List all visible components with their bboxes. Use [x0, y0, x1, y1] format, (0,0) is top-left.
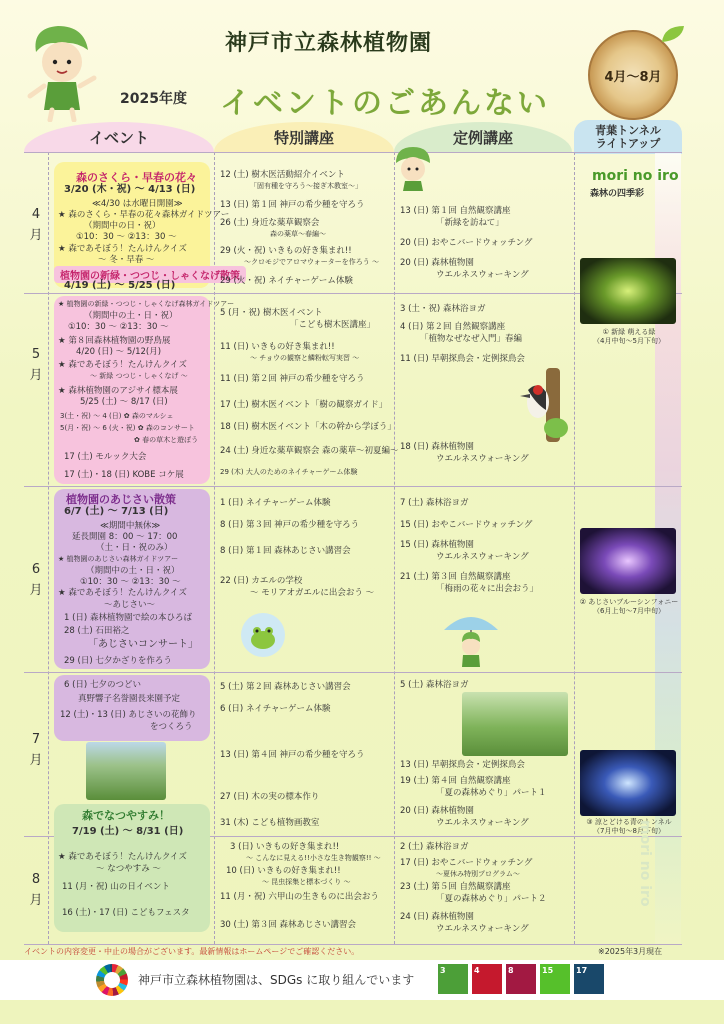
special-item: 12 (土) 樹木医活動紹介イベント: [220, 170, 345, 180]
event-line: （期間中の土・日・祝）: [86, 566, 180, 576]
event-line: 真野響子名誉園長来園予定: [78, 694, 181, 704]
regular-item: ウエルネスウォーキング: [436, 270, 529, 280]
hydrangea-photo: [86, 742, 166, 800]
regular-item: 「梅雨の花々に出会おう」: [436, 584, 539, 594]
col-header-event: イベント: [24, 122, 214, 152]
special-item: 11 (日) いきもの好き集まれ!!: [220, 342, 335, 352]
tunnel-caption-period: （6月上旬～7月中旬）: [593, 606, 665, 615]
regular-item: 17 (日) おやこバードウォッチング: [400, 858, 533, 868]
regular-item: ウエルネスウォーキング: [436, 818, 529, 828]
event-dates: 7/19 (土) ～ 8/31 (日): [72, 826, 184, 837]
special-item: 11 (日) 第２回 神戸の希少種を守ろう: [220, 374, 365, 384]
special-item: 3 (日) いきもの好き集まれ!!: [230, 842, 340, 852]
special-item: ～ こんなに見える!!小さな生き物観察!! ～: [246, 854, 381, 862]
regular-item: 19 (土) 第４回 自然観察講座: [400, 776, 511, 786]
regular-item: 20 (日) 森林植物園: [400, 258, 474, 268]
month-label-may: 5 月: [29, 347, 43, 383]
regular-item: 3 (土・祝) 森林浴ヨガ: [400, 304, 486, 314]
event-line: 延長開園 8：00 ～ 17：00: [72, 532, 178, 542]
col-header-tunnel-line2: ライトアップ: [595, 137, 661, 150]
event-line: 28 (土) 石田裕之: [64, 626, 130, 636]
sdg-goal-3-icon: 3: [438, 964, 468, 994]
event-line: ★ 第８回森林植物園の野鳥展: [58, 336, 171, 346]
event-line: （期間中の土・日・祝）: [84, 311, 178, 321]
special-item: 26 (土) 身近な薬草観察会: [220, 218, 320, 228]
special-item: 17 (土) 樹木医イベント「樹の観察ガイド」: [220, 400, 388, 410]
special-item: 29 (火・祝) ネイチャーゲーム体験: [220, 276, 353, 286]
col-header-special: 特別講座: [214, 122, 394, 152]
special-item: 森の薬草～春編～: [270, 230, 326, 238]
regular-item: 13 (日) 第１回 自然観察講座: [400, 206, 511, 216]
tunnel-caption-title: ③ 涼とどける青のトンネル: [586, 818, 672, 826]
event-dates: 3/20 (木・祝) ～ 4/13 (日): [64, 184, 196, 195]
footer-notice: イベントの内容変更・中止の場合がございます。最新情報はホームページでご確認ください。: [24, 947, 360, 956]
grid-divider: [48, 152, 49, 944]
event-line: ①10：30 ～ ②13：30 ～: [76, 232, 177, 242]
event-line: 3(土・祝) ～ 4 (日) ✿ 森のマルシェ: [60, 412, 174, 420]
special-item: 13 (日) 第１回 神戸の希少種を守ろう: [220, 200, 365, 210]
leaf-icon: [660, 24, 686, 44]
event-line: 17 (土) モルック大会: [64, 452, 147, 462]
tunnel-caption-title: ① 新緑 萌える緑: [602, 328, 656, 336]
event-line: ★ 森であそぼう！たんけんクイズ: [58, 244, 187, 254]
sdg-goal-15-icon: 15: [540, 964, 570, 994]
yoga-photo: [462, 692, 568, 756]
regular-item: 15 (日) 森林植物園: [400, 540, 474, 550]
special-item: ～クロモジでアロマウォーターを作ろう ～: [244, 258, 379, 266]
event-line: ≪4/30 は水曜日開園≫: [92, 199, 183, 209]
month-divider: [24, 672, 682, 673]
event-line: ✿ 春の草木と遊ぼう: [134, 436, 199, 444]
regular-item: 「夏の森林めぐり」パート２: [436, 894, 547, 904]
sdgs-wheel-icon: [96, 964, 128, 996]
sdg-goal-4-icon: 4: [472, 964, 502, 994]
regular-item: 11 (日) 早朝探鳥会・定例探鳥会: [400, 354, 525, 364]
tunnel-photo-green: [580, 258, 676, 324]
event-line: ★ 森であそぼう！たんけんクイズ: [58, 852, 187, 862]
regular-item: 2 (土) 森林浴ヨガ: [400, 842, 469, 852]
regular-item: 「植物なぜなぜ入門」春編: [420, 334, 523, 344]
special-item: 「固有種を守ろう～接ぎ木教室～」: [250, 182, 362, 190]
event-title-ajisai: 植物園のあじさい散策: [66, 493, 176, 506]
regular-item: ウエルネスウォーキング: [436, 454, 529, 464]
event-line: 12 (土)・13 (日) あじさいの花飾り: [60, 710, 197, 720]
event-line: ★ 森であそぼう！たんけんクイズ: [58, 360, 187, 370]
special-item: 8 (日) 第３回 神戸の希少種を守ろう: [220, 520, 360, 530]
regular-item: 「夏の森林めぐり」パート１: [436, 788, 547, 798]
org-title: 神戸市立森林植物園: [225, 31, 433, 56]
special-item: ～ 昆虫採集と標本づくり ～: [262, 878, 351, 886]
special-item: 29 (木) 大人のためのネイチャーゲーム体験: [220, 468, 358, 476]
event-dates: 4/19 (土) ～ 5/25 (日): [64, 280, 176, 291]
regular-item: 20 (日) おやこバードウォッチング: [400, 238, 533, 248]
special-item: 11 (月・祝) 六甲山の生きものに出会おう: [220, 892, 379, 902]
regular-item: ～夏休み特別プログラム～: [436, 870, 520, 878]
special-item: 18 (日) 樹木医イベント「木の幹から学ぼう」: [220, 422, 396, 432]
event-line: ★ 植物園のあじさい森林ガイドツアー: [58, 555, 179, 563]
tunnel-photo-blue: [580, 750, 676, 816]
month-divider: [24, 944, 682, 945]
special-item: 5 (月・祝) 樹木医イベント: [220, 308, 323, 318]
event-line: ①10：30 ～ ②13：30 ～: [80, 577, 181, 587]
event-line: 4/20 (日) ～ 5/12(月): [76, 347, 162, 357]
period-label: 4月～8月: [604, 69, 662, 85]
special-item: 1 (日) ネイチャーゲーム体験: [220, 498, 331, 508]
tunnel-caption-title: ② あじさいブルーシンフォニー: [579, 598, 679, 606]
month-label-april: 4 月: [29, 207, 43, 243]
event-line: ～ なつやすみ ～: [96, 864, 161, 874]
special-item: ～ チョウの観察と鱗粉転写実習 ～: [250, 354, 360, 362]
special-item: 13 (日) 第４回 神戸の希少種を守ろう: [220, 750, 365, 760]
event-line: 11 (月・祝) 山の日イベント: [62, 882, 170, 892]
month-divider: [24, 152, 682, 153]
special-item: 29 (火・祝) いきもの好き集まれ!!: [220, 246, 352, 256]
event-line: 5/25 (土) ～ 8/17 (日): [80, 397, 168, 407]
month-label-july: 7 月: [29, 732, 43, 768]
special-item: ～ モリアオガエルに出会おう ～: [250, 588, 375, 598]
month-label-august: 8 月: [29, 872, 43, 908]
tunnel-vertical-brand: mori no iro: [637, 820, 653, 907]
tunnel-caption: [575, 328, 683, 346]
special-item: 22 (日) カエルの学校: [220, 576, 303, 586]
event-line: ≪期間中無休≫: [100, 521, 161, 531]
col-header-tunnel: [574, 120, 682, 154]
tunnel-caption-period: （7月中旬～8月下旬）: [593, 826, 665, 835]
regular-item: 5 (土) 森林浴ヨガ: [400, 680, 469, 690]
event-line: ★ 森であそぼう！たんけんクイズ: [58, 588, 187, 598]
umbrella-mascot-icon: [440, 604, 502, 668]
footer-date: ※2025年3月現在: [598, 947, 663, 956]
special-item: 24 (土) 身近な薬草観察会 森の薬草～初夏編～: [220, 446, 399, 456]
event-line: ★ 森のさくら・早春の花々森林ガイドツアー: [58, 210, 230, 220]
tunnel-caption: [575, 598, 683, 616]
regular-item: ウエルネスウォーキング: [436, 924, 529, 934]
event-line: 5(月・祝) ～ 6 (火・祝) ✿ 森のコンサート: [60, 424, 195, 432]
mascot-icon: [22, 22, 100, 122]
special-item: 8 (日) 第１回 森林あじさい講習会: [220, 546, 351, 556]
tunnel-photo-blue-symphony: [580, 528, 676, 594]
event-line: 6 (日) 七夕のつどい: [64, 680, 141, 690]
regular-item: 15 (日) おやこバードウォッチング: [400, 520, 533, 530]
special-item: 10 (日) いきもの好き集まれ!!: [226, 866, 341, 876]
fiscal-year: 2025年度: [120, 91, 187, 107]
event-dates: 6/7 (土) ～ 7/13 (日): [64, 506, 169, 517]
event-line: 17 (土)・18 (日) KOBE コケ展: [64, 470, 184, 480]
event-line: ①10：30 ～ ②13：30 ～: [68, 322, 169, 332]
event-line: 16 (土)・17 (日) こどもフェスタ: [62, 908, 190, 918]
event-line: ～ 新緑 つつじ・しゃくなげ ～: [90, 372, 188, 380]
tunnel-brand-sub: 森林の四季彩: [590, 189, 645, 199]
regular-item: 4 (日) 第２回 自然観察講座: [400, 322, 506, 332]
event-line: ～あじさい～: [104, 600, 156, 610]
regular-item: 13 (日) 早朝探鳥会・定例探鳥会: [400, 760, 525, 770]
event-title-sakura: 森のさくら・早春の花々: [76, 171, 197, 184]
event-line: ★ 植物園の新緑・つつじ・しゃくなげ森林ガイドツアー: [58, 300, 235, 308]
grid-divider: [394, 152, 395, 944]
tunnel-brand: mori no iro: [592, 168, 679, 184]
event-title-shinryoku: 植物園の新緑・つつじ・しゃくなげ散策: [54, 266, 246, 283]
special-item: 「こども樹木医講座」: [290, 320, 376, 330]
event-line: 1 (日) 森林植物園で絵の本ひろば: [64, 613, 192, 623]
mascot-small-icon: [390, 145, 436, 191]
tunnel-caption-period: （4月中旬～5月下旬）: [593, 336, 665, 345]
regular-item: 「新緑を訪ねて」: [436, 218, 504, 228]
event-line: （期間中の日・祝）: [84, 221, 161, 231]
regular-item: 18 (日) 森林植物園: [400, 442, 474, 452]
sdg-goal-8-icon: 8: [506, 964, 536, 994]
special-item: 27 (日) 木の実の標本作り: [220, 792, 320, 802]
regular-item: ウエルネスウォーキング: [436, 552, 529, 562]
regular-item: 20 (日) 森林植物園: [400, 806, 474, 816]
event-title-summer: 森でなつやすみ！: [82, 809, 170, 822]
frog-icon: [240, 612, 286, 658]
event-line: をつくろう: [150, 722, 193, 732]
month-divider: [24, 486, 682, 487]
regular-item: 24 (日) 森林植物園: [400, 912, 474, 922]
tunnel-caption: [575, 818, 683, 836]
special-item: 6 (日) ネイチャーゲーム体験: [220, 704, 331, 714]
sdg-goal-17-icon: 17: [574, 964, 604, 994]
month-label-june: 6 月: [29, 562, 43, 598]
woodpecker-icon: [516, 368, 574, 442]
regular-item: 7 (土) 森林浴ヨガ: [400, 498, 469, 508]
regular-item: 21 (土) 第３回 自然観察講座: [400, 572, 511, 582]
col-header-tunnel-line1: 青葉トンネル: [595, 123, 661, 137]
event-line: （土・日・祝のみ）: [96, 543, 173, 553]
page-title: イベントのごあんない: [220, 86, 550, 121]
event-line: 29 (日) 七夕かざりを作ろう: [64, 656, 172, 666]
regular-item: 23 (土) 第５回 自然観察講座: [400, 882, 511, 892]
event-line: 「あじさいコンサート」: [88, 639, 198, 650]
col-header-regular: 定例講座: [394, 122, 572, 152]
event-line: ★ 森林植物園のアジサイ標本展: [58, 386, 178, 396]
event-line: ～ 冬・早春 ～: [98, 255, 155, 265]
special-item: 5 (土) 第２回 森林あじさい講習会: [220, 682, 351, 692]
special-item: 31 (木) こども植物画教室: [220, 818, 320, 828]
special-item: 30 (土) 第３回 森林あじさい講習会: [220, 920, 357, 930]
sdgs-statement: 神戸市立森林植物園は、SDGs に取り組んでいます: [138, 973, 415, 987]
